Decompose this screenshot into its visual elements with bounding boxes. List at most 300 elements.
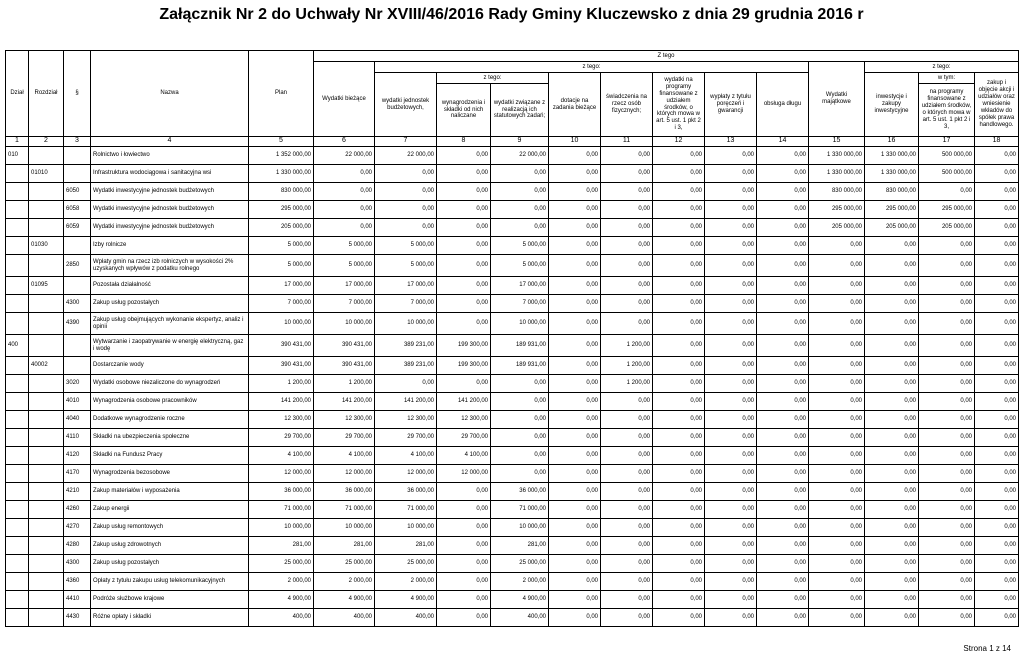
value-cell: 0,00 <box>653 277 705 295</box>
value-cell: 0,00 <box>809 609 865 627</box>
table-row <box>6 393 1019 411</box>
value-cell: 0,00 <box>975 393 1019 411</box>
header-plan: Plan <box>249 51 314 137</box>
value-cell: 295 000,00 <box>865 201 919 219</box>
value-cell: 0,00 <box>865 411 919 429</box>
value-cell: 0,00 <box>491 429 549 447</box>
value-cell: 0,00 <box>919 393 975 411</box>
paragraf-cell: 4280 <box>64 537 91 555</box>
value-cell: 0,00 <box>437 519 491 537</box>
value-cell: 0,00 <box>975 537 1019 555</box>
value-cell: 12 000,00 <box>437 465 491 483</box>
paragraf-cell: 4170 <box>64 465 91 483</box>
value-cell: 10 000,00 <box>375 313 437 335</box>
value-cell: 390 431,00 <box>314 357 375 375</box>
dzial-cell <box>6 501 29 519</box>
value-cell: 0,00 <box>809 573 865 591</box>
value-cell: 0,00 <box>601 219 653 237</box>
value-cell: 36 000,00 <box>375 483 437 501</box>
value-cell: 205 000,00 <box>809 219 865 237</box>
value-cell: 141 200,00 <box>375 393 437 411</box>
value-cell: 0,00 <box>653 219 705 237</box>
value-cell: 0,00 <box>809 555 865 573</box>
value-cell: 0,00 <box>757 183 809 201</box>
value-cell: 0,00 <box>865 277 919 295</box>
value-cell: 0,00 <box>437 295 491 313</box>
value-cell: 0,00 <box>601 313 653 335</box>
value-cell: 0,00 <box>809 375 865 393</box>
value-cell: 0,00 <box>919 357 975 375</box>
value-cell: 0,00 <box>653 483 705 501</box>
value-cell: 0,00 <box>919 313 975 335</box>
dzial-cell <box>6 165 29 183</box>
value-cell: 830 000,00 <box>809 183 865 201</box>
value-cell: 0,00 <box>757 313 809 335</box>
value-cell: 0,00 <box>601 465 653 483</box>
table-row <box>6 537 1019 555</box>
dzial-cell <box>6 447 29 465</box>
value-cell: 0,00 <box>757 237 809 255</box>
value-cell: 0,00 <box>975 483 1019 501</box>
value-cell: 0,00 <box>809 393 865 411</box>
value-cell: 0,00 <box>437 483 491 501</box>
value-cell: 5 000,00 <box>375 237 437 255</box>
value-cell: 0,00 <box>653 255 705 277</box>
value-cell: 0,00 <box>975 429 1019 447</box>
value-cell: 0,00 <box>601 183 653 201</box>
value-cell: 29 700,00 <box>375 429 437 447</box>
value-cell: 0,00 <box>653 201 705 219</box>
value-cell: 1 330 000,00 <box>249 165 314 183</box>
value-cell: 0,00 <box>705 573 757 591</box>
value-cell: 1 330 000,00 <box>865 165 919 183</box>
value-cell: 0,00 <box>919 555 975 573</box>
value-cell: 10 000,00 <box>491 313 549 335</box>
value-cell: 281,00 <box>375 537 437 555</box>
table-row <box>6 201 1019 219</box>
value-cell: 0,00 <box>919 183 975 201</box>
budget-table <box>5 50 1019 627</box>
value-cell: 0,00 <box>491 393 549 411</box>
header-wydatki-majatkowe: Wydatki majątkowe <box>809 62 865 137</box>
value-cell: 0,00 <box>601 537 653 555</box>
value-cell: 0,00 <box>653 375 705 393</box>
value-cell: 0,00 <box>437 501 491 519</box>
value-cell: 0,00 <box>757 201 809 219</box>
value-cell: 1 200,00 <box>601 357 653 375</box>
column-number: 4 <box>91 137 249 147</box>
value-cell: 0,00 <box>919 465 975 483</box>
rozdzial-cell <box>29 573 64 591</box>
value-cell: 22 000,00 <box>314 147 375 165</box>
value-cell: 0,00 <box>975 237 1019 255</box>
table-row <box>6 255 1019 277</box>
value-cell: 0,00 <box>865 591 919 609</box>
value-cell: 390 431,00 <box>249 357 314 375</box>
value-cell: 0,00 <box>809 465 865 483</box>
value-cell: 0,00 <box>757 147 809 165</box>
value-cell: 12 300,00 <box>249 411 314 429</box>
value-cell: 0,00 <box>601 591 653 609</box>
value-cell: 0,00 <box>809 447 865 465</box>
name-cell: Pozostała działalność <box>91 277 249 295</box>
paragraf-cell: 4300 <box>64 555 91 573</box>
value-cell: 0,00 <box>809 295 865 313</box>
value-cell: 0,00 <box>919 609 975 627</box>
value-cell: 0,00 <box>757 591 809 609</box>
value-cell: 0,00 <box>809 255 865 277</box>
value-cell: 0,00 <box>705 219 757 237</box>
value-cell: 0,00 <box>549 447 601 465</box>
value-cell: 0,00 <box>653 501 705 519</box>
value-cell: 0,00 <box>549 183 601 201</box>
document-title: Załącznik Nr 2 do Uchwały Nr XVIII/46/2016 Rady Gminy Kluczewsko z dnia 29 grudnia 2016 r <box>159 6 864 23</box>
value-cell: 25 000,00 <box>375 555 437 573</box>
value-cell: 0,00 <box>975 165 1019 183</box>
value-cell: 0,00 <box>705 501 757 519</box>
value-cell: 400,00 <box>249 609 314 627</box>
name-cell: Zakup usług pozostałych <box>91 295 249 313</box>
value-cell: 0,00 <box>705 165 757 183</box>
paragraf-cell: 4300 <box>64 295 91 313</box>
value-cell: 199 300,00 <box>437 335 491 357</box>
value-cell: 0,00 <box>809 591 865 609</box>
value-cell: 0,00 <box>757 483 809 501</box>
value-cell: 0,00 <box>865 237 919 255</box>
rozdzial-cell <box>29 519 64 537</box>
value-cell: 0,00 <box>491 183 549 201</box>
value-cell: 281,00 <box>314 537 375 555</box>
value-cell: 0,00 <box>865 609 919 627</box>
value-cell: 0,00 <box>809 483 865 501</box>
value-cell: 199 300,00 <box>437 357 491 375</box>
value-cell: 0,00 <box>437 165 491 183</box>
value-cell: 0,00 <box>757 255 809 277</box>
value-cell: 0,00 <box>549 519 601 537</box>
value-cell: 0,00 <box>865 429 919 447</box>
value-cell: 0,00 <box>601 429 653 447</box>
column-number: 11 <box>601 137 653 147</box>
value-cell: 0,00 <box>549 483 601 501</box>
table-row <box>6 447 1019 465</box>
value-cell: 0,00 <box>653 573 705 591</box>
rozdzial-cell <box>29 375 64 393</box>
value-cell: 0,00 <box>919 335 975 357</box>
value-cell: 0,00 <box>705 201 757 219</box>
value-cell: 0,00 <box>549 573 601 591</box>
value-cell: 0,00 <box>757 573 809 591</box>
value-cell: 0,00 <box>757 519 809 537</box>
value-cell: 29 700,00 <box>249 429 314 447</box>
value-cell: 0,00 <box>653 295 705 313</box>
dzial-cell <box>6 573 29 591</box>
value-cell: 0,00 <box>919 255 975 277</box>
value-cell: 0,00 <box>437 183 491 201</box>
value-cell: 0,00 <box>437 537 491 555</box>
value-cell: 0,00 <box>705 237 757 255</box>
value-cell: 17 000,00 <box>314 277 375 295</box>
table-row <box>6 165 1019 183</box>
value-cell: 1 330 000,00 <box>809 147 865 165</box>
column-number: 7 <box>375 137 437 147</box>
dzial-cell <box>6 357 29 375</box>
value-cell: 10 000,00 <box>314 519 375 537</box>
table-row <box>6 555 1019 573</box>
value-cell: 205 000,00 <box>249 219 314 237</box>
value-cell: 0,00 <box>865 255 919 277</box>
value-cell: 12 000,00 <box>314 465 375 483</box>
table-row <box>6 411 1019 429</box>
value-cell: 36 000,00 <box>314 483 375 501</box>
value-cell: 0,00 <box>601 295 653 313</box>
value-cell: 0,00 <box>975 573 1019 591</box>
value-cell: 0,00 <box>601 165 653 183</box>
value-cell: 12 000,00 <box>249 465 314 483</box>
value-cell: 0,00 <box>757 501 809 519</box>
column-number: 12 <box>653 137 705 147</box>
table-row <box>6 465 1019 483</box>
value-cell: 10 000,00 <box>314 313 375 335</box>
rozdzial-cell <box>29 465 64 483</box>
rozdzial-cell <box>29 183 64 201</box>
value-cell: 10 000,00 <box>249 519 314 537</box>
value-cell: 0,00 <box>437 219 491 237</box>
dzial-cell <box>6 219 29 237</box>
value-cell: 0,00 <box>975 183 1019 201</box>
name-cell: Dostarczanie wody <box>91 357 249 375</box>
value-cell: 4 100,00 <box>375 447 437 465</box>
table-row <box>6 183 1019 201</box>
value-cell: 71 000,00 <box>375 501 437 519</box>
header-programy-ue: wydatki na programy finansowane z udziałem środków, o których mowa w art. 5 ust. 1 pkt 2 i 3, <box>653 73 705 137</box>
value-cell: 0,00 <box>653 555 705 573</box>
value-cell: 10 000,00 <box>491 519 549 537</box>
dzial-cell <box>6 465 29 483</box>
value-cell: 0,00 <box>437 609 491 627</box>
name-cell: Zakup usług obejmujących wykonanie ekspertyz, analiz i opinii <box>91 313 249 335</box>
dzial-cell <box>6 237 29 255</box>
value-cell: 22 000,00 <box>375 147 437 165</box>
value-cell: 0,00 <box>865 501 919 519</box>
name-cell: Wydatki inwestycyjne jednostek budżetowych <box>91 201 249 219</box>
value-cell: 7 000,00 <box>314 295 375 313</box>
value-cell: 0,00 <box>809 411 865 429</box>
header-dzial: Dział <box>6 51 29 137</box>
table-row <box>6 609 1019 627</box>
value-cell: 0,00 <box>549 357 601 375</box>
value-cell: 0,00 <box>549 393 601 411</box>
value-cell: 500 000,00 <box>919 165 975 183</box>
dzial-cell <box>6 183 29 201</box>
value-cell: 0,00 <box>549 295 601 313</box>
paragraf-cell <box>64 357 91 375</box>
rozdzial-cell: 01095 <box>29 277 64 295</box>
value-cell: 12 300,00 <box>375 411 437 429</box>
value-cell: 71 000,00 <box>491 501 549 519</box>
column-number: 6 <box>314 137 375 147</box>
value-cell: 0,00 <box>549 609 601 627</box>
dzial-cell: 400 <box>6 335 29 357</box>
value-cell: 400,00 <box>314 609 375 627</box>
value-cell: 0,00 <box>653 465 705 483</box>
name-cell: Zakup usług pozostałych <box>91 555 249 573</box>
name-cell: Dodatkowe wynagrodzenie roczne <box>91 411 249 429</box>
dzial-cell: 010 <box>6 147 29 165</box>
value-cell: 4 100,00 <box>437 447 491 465</box>
table-row <box>6 335 1019 357</box>
value-cell: 0,00 <box>705 313 757 335</box>
value-cell: 0,00 <box>809 237 865 255</box>
value-cell: 0,00 <box>975 591 1019 609</box>
value-cell: 0,00 <box>549 429 601 447</box>
value-cell: 0,00 <box>314 219 375 237</box>
value-cell: 0,00 <box>549 201 601 219</box>
value-cell: 0,00 <box>865 519 919 537</box>
rozdzial-cell <box>29 393 64 411</box>
header-wydatki-jednostek: wydatki jednostek budżetowych, <box>375 73 437 137</box>
value-cell: 0,00 <box>601 147 653 165</box>
table-row <box>6 483 1019 501</box>
value-cell: 0,00 <box>865 295 919 313</box>
value-cell: 0,00 <box>919 277 975 295</box>
value-cell: 0,00 <box>653 335 705 357</box>
value-cell: 0,00 <box>975 447 1019 465</box>
dzial-cell <box>6 555 29 573</box>
paragraf-cell: 2850 <box>64 255 91 277</box>
value-cell: 0,00 <box>757 537 809 555</box>
value-cell: 0,00 <box>437 237 491 255</box>
value-cell: 0,00 <box>375 375 437 393</box>
value-cell: 0,00 <box>653 237 705 255</box>
value-cell: 0,00 <box>975 609 1019 627</box>
value-cell: 2 000,00 <box>249 573 314 591</box>
value-cell: 0,00 <box>919 501 975 519</box>
value-cell: 0,00 <box>865 357 919 375</box>
value-cell: 0,00 <box>757 357 809 375</box>
rozdzial-cell: 40002 <box>29 357 64 375</box>
value-cell: 0,00 <box>809 335 865 357</box>
value-cell: 25 000,00 <box>491 555 549 573</box>
dzial-cell <box>6 429 29 447</box>
value-cell: 0,00 <box>705 519 757 537</box>
value-cell: 25 000,00 <box>249 555 314 573</box>
value-cell: 0,00 <box>601 393 653 411</box>
value-cell: 0,00 <box>437 375 491 393</box>
value-cell: 0,00 <box>809 313 865 335</box>
value-cell: 12 300,00 <box>437 411 491 429</box>
value-cell: 0,00 <box>705 277 757 295</box>
value-cell: 5 000,00 <box>314 237 375 255</box>
value-cell: 0,00 <box>601 447 653 465</box>
value-cell: 0,00 <box>491 465 549 483</box>
header-inwestycje: inwestycje i zakupy inwestycyjne <box>865 73 919 137</box>
value-cell: 0,00 <box>865 313 919 335</box>
value-cell: 0,00 <box>975 255 1019 277</box>
value-cell: 0,00 <box>919 591 975 609</box>
value-cell: 0,00 <box>653 313 705 335</box>
value-cell: 389 231,00 <box>375 335 437 357</box>
value-cell: 0,00 <box>705 429 757 447</box>
column-number: 10 <box>549 137 601 147</box>
rozdzial-cell <box>29 147 64 165</box>
value-cell: 2 000,00 <box>314 573 375 591</box>
rozdzial-cell <box>29 335 64 357</box>
value-cell: 0,00 <box>865 335 919 357</box>
value-cell: 0,00 <box>757 609 809 627</box>
value-cell: 1 200,00 <box>601 335 653 357</box>
value-cell: 0,00 <box>375 219 437 237</box>
value-cell: 0,00 <box>491 165 549 183</box>
value-cell: 0,00 <box>653 165 705 183</box>
name-cell: Podróże służbowe krajowe <box>91 591 249 609</box>
value-cell: 0,00 <box>653 447 705 465</box>
rozdzial-cell: 01030 <box>29 237 64 255</box>
rozdzial-cell <box>29 255 64 277</box>
value-cell: 0,00 <box>601 555 653 573</box>
value-cell: 205 000,00 <box>865 219 919 237</box>
value-cell: 0,00 <box>653 411 705 429</box>
table-row <box>6 313 1019 335</box>
dzial-cell <box>6 295 29 313</box>
value-cell: 0,00 <box>919 519 975 537</box>
value-cell: 0,00 <box>975 201 1019 219</box>
value-cell: 0,00 <box>705 555 757 573</box>
name-cell: Zakup materiałów i wyposażenia <box>91 483 249 501</box>
value-cell: 29 700,00 <box>314 429 375 447</box>
value-cell: 0,00 <box>757 219 809 237</box>
value-cell: 0,00 <box>549 537 601 555</box>
value-cell: 5 000,00 <box>375 255 437 277</box>
header-z-tego-majatkowe: z tego: <box>865 62 1019 73</box>
header-obsluga-dlugu: obsługa długu <box>757 73 809 137</box>
value-cell: 0,00 <box>975 357 1019 375</box>
table-row <box>6 573 1019 591</box>
value-cell: 4 900,00 <box>375 591 437 609</box>
value-cell: 0,00 <box>549 501 601 519</box>
header-z-tego-biezace: z tego: <box>375 62 809 73</box>
dzial-cell <box>6 393 29 411</box>
value-cell: 0,00 <box>865 483 919 501</box>
dzial-cell <box>6 313 29 335</box>
value-cell: 0,00 <box>705 537 757 555</box>
column-number-row <box>6 137 1019 147</box>
value-cell: 0,00 <box>919 537 975 555</box>
value-cell: 0,00 <box>549 335 601 357</box>
value-cell: 0,00 <box>757 465 809 483</box>
table-row <box>6 519 1019 537</box>
value-cell: 0,00 <box>491 219 549 237</box>
value-cell: 0,00 <box>705 183 757 201</box>
value-cell: 0,00 <box>975 555 1019 573</box>
dzial-cell <box>6 255 29 277</box>
paragraf-cell: 4040 <box>64 411 91 429</box>
paragraf-cell: 4360 <box>64 573 91 591</box>
header-wynagrodzenia: wynagrodzenia i składki od nich naliczane <box>437 84 491 137</box>
rozdzial-cell <box>29 295 64 313</box>
value-cell: 0,00 <box>919 447 975 465</box>
value-cell: 0,00 <box>975 501 1019 519</box>
value-cell: 0,00 <box>314 183 375 201</box>
column-number: 18 <box>975 137 1019 147</box>
value-cell: 0,00 <box>705 255 757 277</box>
value-cell: 0,00 <box>975 411 1019 429</box>
value-cell: 0,00 <box>491 375 549 393</box>
value-cell: 71 000,00 <box>314 501 375 519</box>
value-cell: 205 000,00 <box>919 219 975 237</box>
paragraf-cell: 4210 <box>64 483 91 501</box>
dzial-cell <box>6 537 29 555</box>
value-cell: 0,00 <box>705 465 757 483</box>
